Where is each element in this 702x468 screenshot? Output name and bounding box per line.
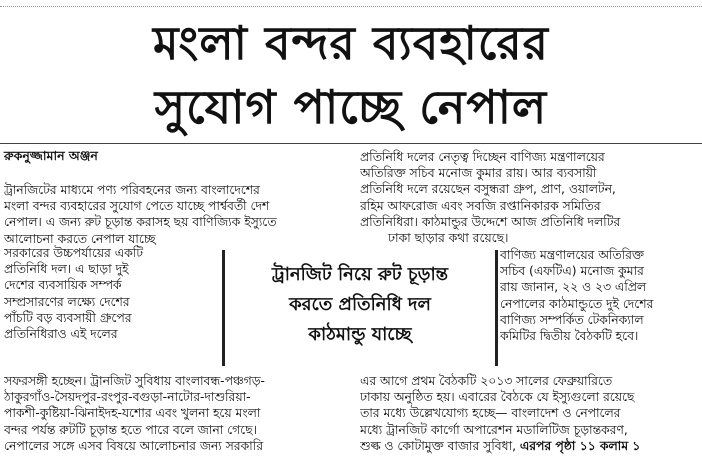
text-line: নেপাল। এ জন্য রুট চূড়ান্ত করাসহ ছয় বাণিজ্যিক ইস্যুতে (4, 215, 277, 230)
text-line: প্রতিনিধি দল। এ ছাড়া দুই (4, 262, 129, 277)
text-line: আলোচনা করতে নেপাল যাচ্ছে (4, 231, 156, 246)
text-line: প্রতিনিধিরাও এই দলের (4, 327, 118, 342)
headline-line-2: সুযোগ পাচ্ছে নেপাল (154, 80, 548, 134)
text-line: রহিম আফরোজ এবং সবজি রপ্তানিকারক সমিতির (360, 198, 601, 213)
left-bottom-paragraph (4, 373, 347, 454)
right-top-paragraph (360, 149, 698, 246)
text-line: প্রতিনিধি দলে রয়েছেন বসুন্ধরা গ্রুপ, প্রাণ, ওয়ালটন, (360, 182, 616, 197)
text-line: রায় জানান, ২২ ও ২৩ এপ্রিল (500, 280, 647, 295)
right-bottom-paragraph (360, 373, 698, 454)
text-line: প্রতিনিধিরা। কাঠমান্ডুর উদ্দেশে আজ প্রতিনিধি দলটির (360, 214, 621, 229)
text-line: ট্রানজিটের মাধ্যমে পণ্য পরিবহনের জন্য বাংলাদেশের (4, 183, 260, 197)
text-line: মধ্যে ট্রানজিট কার্গো অপারেশন মডালিটিজ চূড়ান্তকরণ, (360, 422, 628, 437)
text-line: বন্দর পর্যন্ত রুটটি চূড়ান্ত হতে পারে বলে জানা গেছে। (4, 422, 257, 437)
text-line: ঢাকা ছাড়ার কথা রয়েছে। (388, 231, 509, 246)
text-line: নেপালের সঙ্গে এসব বিষয়ে আলোচনার জন্য সরকারি (4, 438, 263, 453)
text-line: সফরসঙ্গী হচ্ছেন। ট্রানজিট সুবিধায় বাংলাবন্ধ-পঞ্চগড়- (4, 374, 265, 388)
text-line: অতিরিক্ত সচিব মনোজ কুমার রায়। আর ব্যবসায়ী (360, 166, 597, 181)
text-line: পাঁচটি বড় ব্যবসায়ী গ্রুপের (4, 310, 132, 325)
text-line: প্রতিনিধি দলের নেতৃত্ব দিচ্ছেন বাণিজ্য মন্ত্রণালয়ের (360, 150, 605, 164)
text-line: সম্প্রসারণের লক্ষ্যে দেশের (4, 294, 130, 309)
text-line (360, 438, 698, 454)
text-line: ঢাকায় অনুষ্ঠিত হয়। এবারের বৈঠকে যে ইস্যুগুলো রয়েছে (360, 390, 635, 405)
text-line: কমিটির দ্বিতীয় বৈঠকটি হবে। (500, 329, 639, 344)
top-strip (0, 0, 702, 7)
left-narrow-column (4, 245, 216, 342)
text-line: ঠাকুরগাঁও-সৈয়দপুর-রংপুর-বগুড়া-নাটোর-দাশুরিয়া- (4, 390, 251, 405)
last-line-text: শুল্ক ও কোটামুক্ত বাজার সুবিধা, (360, 438, 516, 453)
headline-line-1: মংলা বন্দর ব্যবহারের (153, 16, 549, 70)
text-line: দেশের ব্যবসায়িক সম্পর্ক (4, 278, 122, 293)
pull-quote-line: ট্রানজিট নিয়ে রুট চূড়ান্ত (271, 264, 449, 285)
text-line: বাণিজ্য সম্পর্কিত টেকনিক্যাল (500, 312, 644, 327)
text-line: মংলা বন্দর ব্যবহারের সুযোগ পেতে যাচ্ছে পার্শ্ববর্তী দেশ (4, 199, 270, 214)
byline: রুকনুজ্জামান অঞ্জন (4, 148, 98, 163)
text-line: নেপালের কাঠমান্ডুতে দুই দেশের (500, 296, 654, 311)
text-line: পাকশী-কুষ্টিয়া-ঝিনাইদহ-যশোর এবং খুলনা হয়ে মংলা (4, 406, 261, 421)
headline-rule (0, 143, 702, 144)
text-line: সচিব (এফটিএ) মনোজ কুমার (500, 264, 644, 279)
pull-quote-line: করতে প্রতিনিধি দল (289, 294, 431, 315)
text-line: তার মধ্যে উল্লেখযোগ্য হচ্ছে— বাংলাদেশ ও নেপালের (360, 406, 621, 421)
right-narrow-column (500, 247, 698, 344)
text-line: বাণিজ্য মন্ত্রণালয়ের অতিরিক্ত (500, 248, 644, 262)
text-line: সরকারের উচ্চপর্যায়ের একটি (4, 246, 143, 260)
intro-paragraph (4, 182, 347, 247)
text-line: এর আগে প্রথম বৈঠকটি ২০১৩ সালের ফেব্রুয়ারিতে (360, 374, 613, 388)
continued-on-link[interactable]: এরপর পৃষ্ঠা ১১ কলাম ১ (519, 438, 641, 453)
pull-quote (222, 250, 498, 366)
pull-quote-line: কাঠমান্ডু যাচ্ছে (308, 324, 412, 345)
